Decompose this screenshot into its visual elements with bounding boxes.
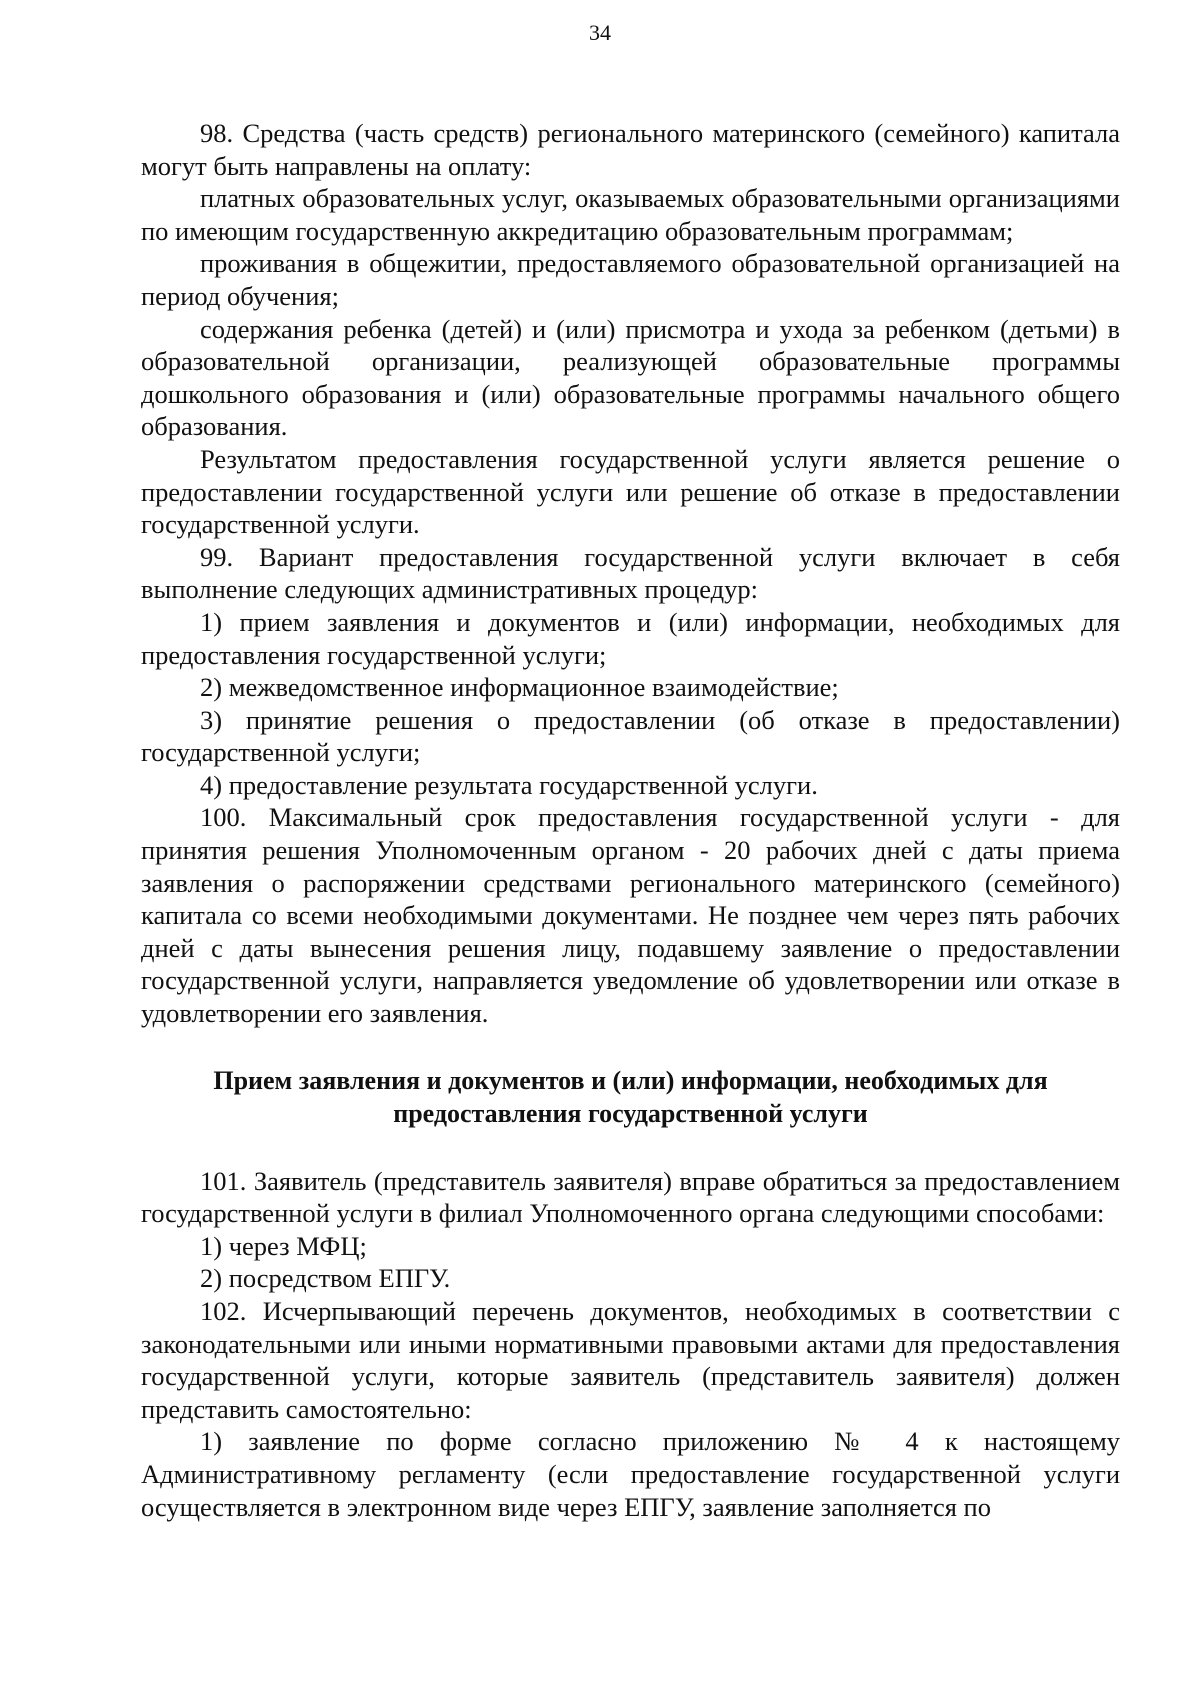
- list-item-paid-educational-services: платных образовательных услуг, оказываемых образовательными организациями по имеющим государственную аккредитацию образовательным программам;: [141, 183, 1120, 246]
- paragraph-101: 101. Заявитель (представитель заявителя) вправе обратиться за предоставлением государственной услуги в филиал Уполномоченного органа следующими способами:: [141, 1165, 1120, 1229]
- paragraph-100: 100. Максимальный срок предоставления государственной услуги - для принятия решения Уполномоченным органом - 20 рабочих дней с даты приема заявления о распоряжении средствами регионального материнского (семейного) капитала со всеми необходимыми документами. Не позднее чем через пять рабочих дней с даты вынесения решения лицу, подавшему заявление о предоставлении государственной услуги, направляется уведомление об удовлетворении или отказе в удовлетворении его заявления.: [141, 802, 1120, 1029]
- paragraph-102: 102. Исчерпывающий перечень документов, необходимых в соответствии с законодательными или иными нормативными правовыми актами для предоставления государственной услуги, которые заявитель (представитель заявителя) должен представить самостоятельно:: [141, 1296, 1120, 1424]
- list-item-child-maintenance: содержания ребенка (детей) и (или) присмотра и ухода за ребенком (детьми) в образовательной организации, реализующей образовательные программы дошкольного образования и (или) образовательные программы начального общего образования.: [141, 313, 1120, 442]
- document-item-1: 1) заявление по форме согласно приложению № 4 к настоящему Административному регламенту (если предоставление государственной услуги осуществляется в электронном виде через ЕПГУ, заявление заполняется по: [141, 1426, 1120, 1522]
- paragraph-service-result: Результатом предоставления государственной услуги является решение о предоставлении государственной услуги или решение об отказе в предоставлении государственной услуги.: [141, 443, 1120, 540]
- list-item-dormitory-accommodation: проживания в общежитии, предоставляемого образовательной организацией на период обучения;: [141, 248, 1120, 311]
- method-item-2: 2) посредством ЕПГУ.: [200, 1263, 451, 1294]
- page-number: 34: [589, 20, 611, 45]
- section-heading-line-2: предоставления государственной услуги: [393, 1098, 868, 1128]
- procedure-item-2: 2) межведомственное информационное взаимодействие;: [200, 672, 839, 703]
- procedure-item-3: 3) принятие решения о предоставлении (об отказе в предоставлении) государственной услуги;: [141, 704, 1120, 768]
- method-item-1: 1) через МФЦ;: [200, 1230, 367, 1261]
- document-body: [141, 117, 1120, 1523]
- procedure-item-4: 4) предоставление результата государственной услуги.: [200, 769, 818, 800]
- procedure-item-1: 1) прием заявления и документов и (или) информации, необходимых для предоставления государственной услуги;: [141, 606, 1120, 670]
- paragraph-98: 98. Средства (часть средств) регионального материнского (семейного) капитала могут быть направлены на оплату:: [141, 118, 1120, 181]
- paragraph-99: 99. Вариант предоставления государственной услуги включает в себя выполнение следующих административных процедур:: [141, 541, 1120, 605]
- section-heading: [141, 1064, 1120, 1130]
- section-heading-line-1: Прием заявления и документов и (или) информации, необходимых для: [213, 1065, 1048, 1095]
